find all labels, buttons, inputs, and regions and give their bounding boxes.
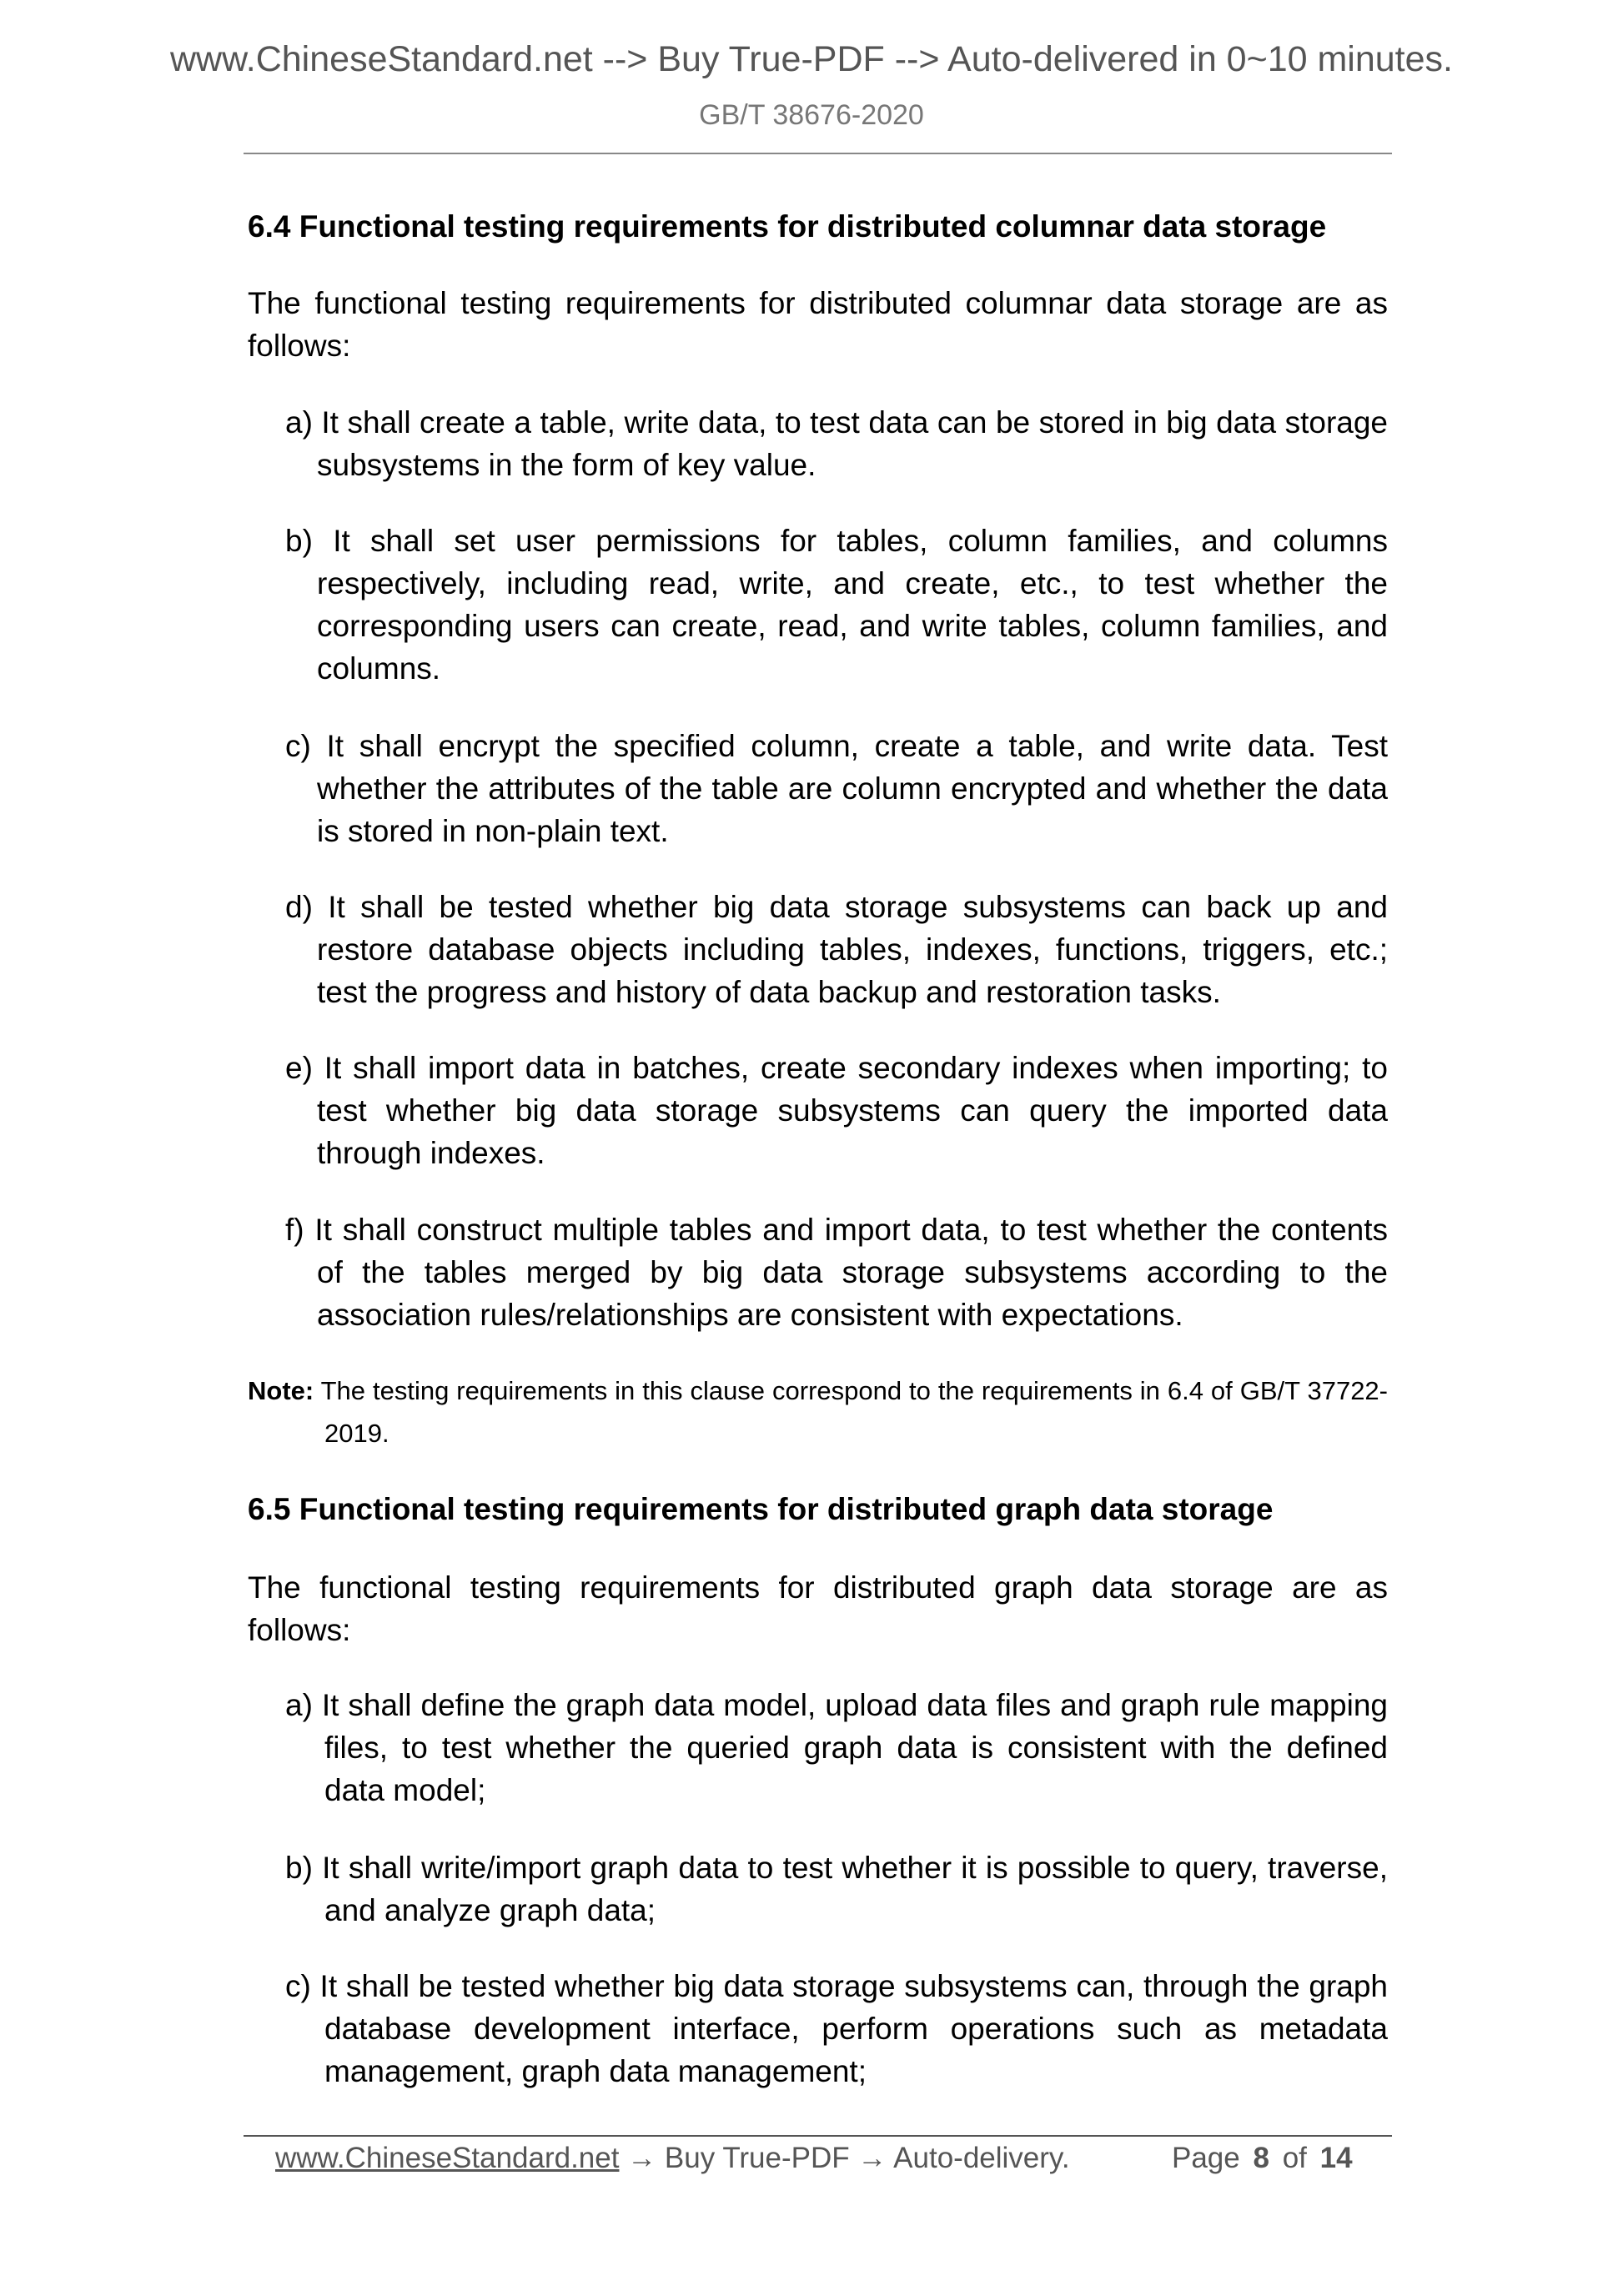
item-text: It shall construct multiple tables and import data, to test whether the contents of the tables merged by big data storage subsystems according to the association rules/relationships are consistent with expectations. — [314, 1213, 1388, 1332]
list-item — [285, 1846, 1388, 1932]
item-label: b) — [285, 1851, 313, 1885]
item-text: It shall set user permissions for tables, column families, and columns respectively, including read, write, and create, etc., to test whether the corresponding users can create, read, and write tables, column families, and columns. — [317, 524, 1388, 686]
page-current: 8 — [1253, 2142, 1269, 2174]
note-label: Note: — [248, 1376, 314, 1405]
section-6-5-heading: 6.5 Functional testing requirements for distributed graph data storage — [248, 1492, 1274, 1526]
list-item — [285, 1965, 1388, 2093]
footer-promo — [275, 2138, 1070, 2178]
item-label: e) — [285, 1051, 313, 1085]
list-item — [285, 1208, 1388, 1336]
item-text: It shall be tested whether big data storage subsystems can, through the graph database development interface, perform operations such as metadata management, graph data management; — [319, 1969, 1388, 2088]
list-item — [285, 401, 1388, 486]
page-total: 14 — [1319, 2142, 1353, 2174]
footer-divider — [244, 2135, 1392, 2137]
header-banner: www.ChineseStandard.net --> Buy True-PDF --> Auto-delivered in 0~10 minutes. — [169, 39, 1453, 79]
footer-tagline: → Buy True-PDF → Auto-delivery. — [619, 2142, 1070, 2174]
note-text: The testing requirements in this clause correspond to the requirements in 6.4 of GB/T 37722-2019. — [320, 1376, 1388, 1448]
page-indicator — [1172, 2138, 1353, 2178]
item-label: f) — [285, 1213, 304, 1247]
item-label: c) — [285, 729, 311, 763]
item-label: a) — [285, 405, 313, 440]
list-item — [285, 886, 1388, 1013]
item-text: It shall encrypt the specified column, create a table, and write data. Test whether the attributes of the table are column encrypted and whether the data is stored in non-plain text. — [317, 729, 1389, 848]
list-item — [285, 725, 1388, 852]
section-6-4-heading: 6.4 Functional testing requirements for distributed columnar data storage — [248, 209, 1327, 244]
section-6-5-intro: The functional testing requirements for distributed graph data storage are as follows: — [248, 1570, 1388, 1647]
note — [248, 1369, 1388, 1454]
of-word: of — [1282, 2142, 1307, 2174]
item-label: a) — [285, 1688, 313, 1722]
item-text: It shall create a table, write data, to test data can be stored in big data storage subsystems in the form of key value. — [317, 405, 1389, 482]
standard-number: GB/T 38676-2020 — [699, 99, 924, 131]
item-text: It shall be tested whether big data storage subsystems can back up and restore database objects including tables, indexes, functions, triggers, etc.; test the progress and history of data backup and restoration tasks. — [317, 890, 1388, 1009]
item-text: It shall define the graph data model, upload data files and graph rule mapping files, to test whether the queried graph data is consistent with the defined data model; — [321, 1688, 1389, 1807]
item-text: It shall write/import graph data to test whether it is possible to query, traverse, and analyze graph data; — [322, 1851, 1388, 1927]
section-6-4-intro: The functional testing requirements for distributed columnar data storage are as follows: — [248, 286, 1388, 363]
page-word: Page — [1172, 2142, 1240, 2174]
item-label: c) — [285, 1969, 311, 2003]
item-label: d) — [285, 890, 313, 924]
website-link[interactable]: www.ChineseStandard.net — [275, 2142, 620, 2174]
item-text: It shall import data in batches, create secondary indexes when importing; to test whether big data storage subsystems can query the imported data through indexes. — [317, 1051, 1388, 1170]
list-item — [285, 520, 1388, 690]
header-divider — [244, 153, 1392, 154]
list-item — [285, 1684, 1388, 1811]
item-label: b) — [285, 524, 313, 558]
list-item — [285, 1047, 1388, 1174]
